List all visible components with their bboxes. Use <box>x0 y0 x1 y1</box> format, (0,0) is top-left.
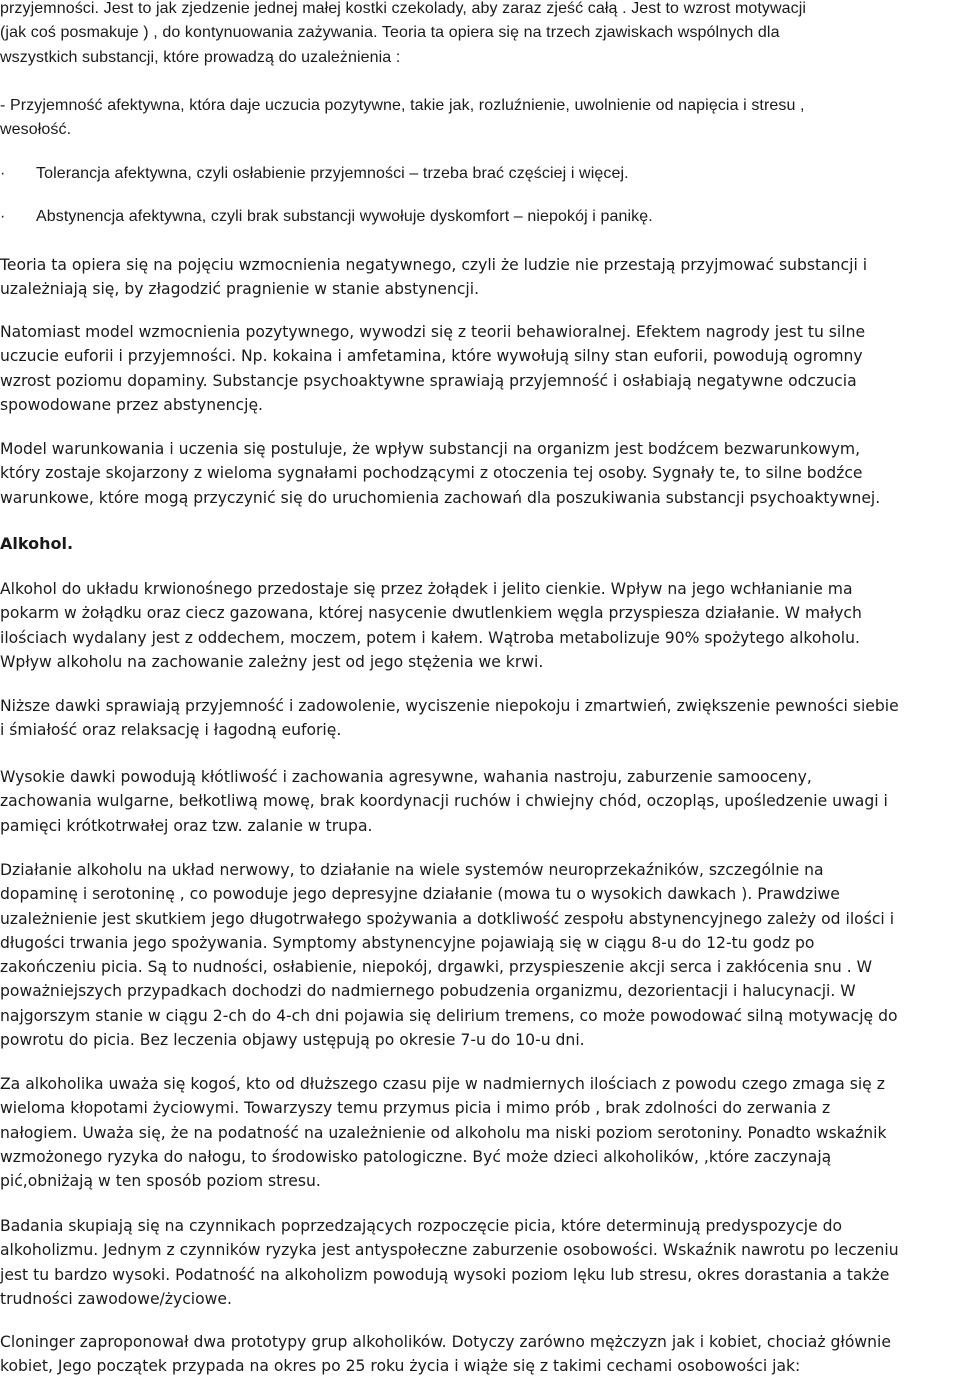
text-line: który zostaje skojarzony z wieloma sygnałami pochodzącymi z otoczenia tej osoby. Sygnały te, to silne bodźce <box>0 464 863 483</box>
text-line: Alkohol do układu krwionośnego przedostaje się przez żołądek i jelito cienkie. Wpływ na jego wchłanianie ma <box>0 580 853 598</box>
text-line: zachowania wulgarne, bełkotliwą mowę, brak koordynacji ruchów i chwiejny chód, oczopląs, upośledzenie uwagi i <box>0 792 888 811</box>
text-line: ilościach wydalany jest z oddechem, moczem, potem i kałem. Wątroba metabolizuje 90% spożytego alkoholu. <box>0 628 860 647</box>
text-line: uczucie euforii i przyjemności. Np. kokaina i amfetamina, które wywołują silny stan euforii, powodują ogromny <box>0 347 863 366</box>
text-line: dopaminę i serotoninę , co powoduje jego depresyjne działanie (mowa tu o wysokich dawkach ). Prawdziwe <box>0 885 840 904</box>
text-line: zakończeniu picia. Są to nudności, osłabienie, niepokój, drgawki, przyspieszenie akcji serca i zakłócenia snu . W <box>0 958 873 977</box>
text-line: Działanie alkoholu na układ nerwowy, to działanie na wiele systemów neuroprzekaźników, szczególnie na <box>0 861 824 879</box>
text-line: uzależnienie jest skutkiem jego długotrwałego spożywania a dotkliwość zespołu abstynencyjnego zależy od ilości i <box>0 909 895 928</box>
text-line: długości trwania jego spożywania. Symptomy abstynencyjne pojawiają się w ciągu 8-u do 12-tu godz po <box>0 933 815 952</box>
text-line: Badania skupiają się na czynnikach poprzedzających rozpoczęcie picia, które determinują predyspozycje do <box>0 1217 843 1235</box>
text-line: i śmiałość oraz relaksację i łagodną euforię. <box>0 721 342 740</box>
text-line: wieloma kłopotami życiowymi. Towarzyszy temu przymus picia i mimo prób , brak zdolności do zerwania z <box>0 1099 831 1118</box>
text-line: wzmożonego ryzyka do nałogu, to środowisko patologiczne. Być może dzieci alkoholików, ,które zaczynają <box>0 1147 832 1166</box>
text-line: Wpływ alkoholu na zachowanie zależny jest od jego stężenia we krwi. <box>0 652 544 671</box>
text-line: wesołość. <box>0 121 72 139</box>
paragraph-nervous-system <box>0 858 958 1052</box>
text-line: - Przyjemność afektywna, która daje uczucia pozytywne, takie jak, rozluźnienie, uwolnienie od napięcia i stresu , <box>0 97 805 114</box>
paragraph-negative-reinforcement <box>0 253 958 302</box>
text-line: trudności zawodowe/życiowe. <box>0 1289 232 1308</box>
paragraph-research-factors <box>0 1214 958 1311</box>
text-line: jest tu bardzo wysoki. Podatność na alkoholizm powodują wysoki poziom lęku lub stresu, okres dorastania a także <box>0 1265 890 1284</box>
text-line: alkoholizmu. Jednym z czynników ryzyka jest antyspołeczne zaburzenie osobowości. Wskaźnik nawrotu po leczeniu <box>0 1241 899 1260</box>
paragraph-alcohol-absorption <box>0 577 958 674</box>
bullet-dot: · <box>0 208 6 225</box>
text-line: Natomiast model wzmocnienia pozytywnego, wywodzi się z teorii behawioralnej. Efektem nagrody jest tu silne <box>0 323 866 341</box>
paragraph-positive-reinforcement <box>0 320 958 417</box>
text-line: spowodowane przez abstynencję. <box>0 395 264 414</box>
text-line: Model warunkowania i uczenia się postuluje, że wpływ substancji na organizm jest bodźcem bezwarunkowym, <box>0 440 861 458</box>
text-line: kobiet, Jego początek przypada na okres po 25 roku życia i wiąże się z takimi cechami osobowości jak: <box>0 1357 801 1376</box>
text-line: Cloninger zaproponował dwa prototypy grup alkoholików. Dotyczy zarówno mężczyzn jak i kobiet, chociaż głównie <box>0 1333 891 1351</box>
paragraph-affective-pleasure <box>0 94 958 143</box>
paragraph-alcoholic-definition <box>0 1072 958 1193</box>
text-line: wzrost poziomu dopaminy. Substancje psychoaktywne sprawiają przyjemność i osłabiają negatywne odczucia <box>0 371 857 390</box>
text-line: Niższe dawki sprawiają przyjemność i zadowolenie, wyciszenie niepokoju i zmartwień, zwiększenie pewności siebie <box>0 697 899 715</box>
text-line: uzależniają się, by złagodzić pragnienie w stanie abstynencji. <box>0 280 480 299</box>
text-line: poważniejszych przypadkach dochodzi do nadmiernego pobudzenia organizmu, dezorientacji i halucynacji. W <box>0 982 856 1001</box>
text-line: nałogiem. Uważa się, że na podatność na uzależnienie od alkoholu ma niski poziom serotoniny. Ponadto wskaźnik <box>0 1123 887 1142</box>
bullet-text: Abstynencja afektywna, czyli brak substancji wywołuje dyskomfort – niepokój i panikę. <box>36 208 653 225</box>
text-line: Teoria ta opiera się na pojęciu wzmocnienia negatywnego, czyli że ludzie nie przestają przyjmować substancji i <box>0 256 868 274</box>
bullet-text: Tolerancja afektywna, czyli osłabienie przyjemności – trzeba brać częściej i więcej. <box>36 165 629 182</box>
paragraph-low-doses <box>0 694 958 743</box>
text-line: pamięci krótkotrwałej oraz tzw. zalanie w trupa. <box>0 816 373 835</box>
text-line: pić,obniżają w ten sposób poziom stresu. <box>0 1172 321 1191</box>
text-line: Za alkoholika uważa się kogoś, kto od dłuższego czasu pije w nadmiernych ilościach z powodu czego zmaga się z <box>0 1075 885 1093</box>
bullet-abstinence <box>0 205 958 229</box>
paragraph-motivation <box>0 0 958 70</box>
section-heading-alcohol: Alkohol. <box>0 534 74 553</box>
text-line: warunkowe, które mogą przyczynić się do uruchomienia zachowań dla poszukiwania substancji psychoaktywnej. <box>0 488 881 507</box>
paragraph-conditioning-model <box>0 437 958 510</box>
text-line: najgorszym stanie w ciągu 2-ch do 4-ch dni pojawia się delirium tremens, co może powodować silną motywację do <box>0 1006 898 1025</box>
paragraph-cloninger <box>0 1330 958 1379</box>
text-line: pokarm w żołądku oraz ciecz gazowana, której nasycenie dwutlenkiem węgla przyspiesza działanie. W małych <box>0 604 862 623</box>
bullet-tolerance <box>0 162 958 186</box>
text-line: przyjemności. Jest to jak zjedzenie jednej małej kostki czekolady, aby zaraz zjeść całą . Jest to wzrost motywacji <box>0 0 807 17</box>
text-line: Wysokie dawki powodują kłótliwość i zachowania agresywne, wahania nastroju, zaburzenie samooceny, <box>0 768 812 786</box>
text-line: wszystkich substancji, które prowadzą do uzależnienia : <box>0 48 401 66</box>
text-line: powrotu do picia. Bez leczenia objawy ustępują po okresie 7-u do 10-u dni. <box>0 1031 585 1050</box>
paragraph-high-doses <box>0 765 958 838</box>
bullet-dot: · <box>0 165 6 182</box>
text-line: (jak coś posmakuje ) , do kontynuowania zażywania. Teoria ta opiera się na trzech zjawiskach wspólnych dla <box>0 24 780 42</box>
